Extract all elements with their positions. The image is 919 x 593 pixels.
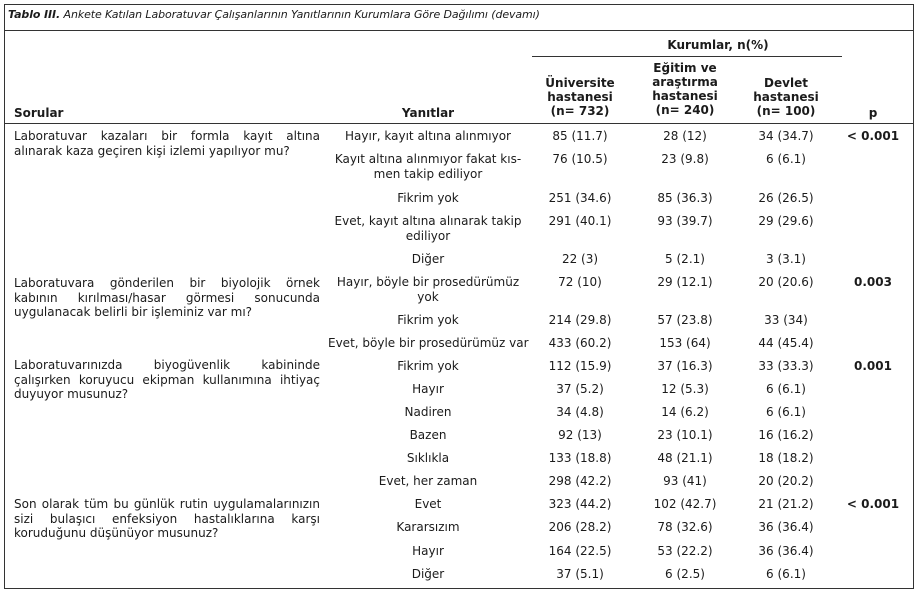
training-cell: 85 (36.3)	[657, 191, 713, 205]
answer-cell: Evet, kayıt altına alınarak takip ediliyor	[334, 214, 522, 243]
university-cell: 22 (3)	[561, 252, 599, 266]
university-cell: 214 (29.8)	[548, 313, 612, 327]
answer-cell: Hayır, kayıt altına alınmıyor	[345, 129, 511, 143]
training-cell: 12 (5.3)	[661, 382, 709, 396]
state-cell: 29 (29.6)	[758, 214, 814, 228]
state-cell: 6 (6.1)	[766, 382, 806, 396]
answer-cell: Evet	[414, 497, 442, 511]
header-rule	[4, 123, 914, 124]
state-cell: 36 (36.4)	[758, 544, 814, 558]
question-text: Laboratuvar kazaları bir formla kayıt altına alınarak kaza geçiren kişi izlemi yapılıyor mu?	[14, 129, 320, 158]
university-cell: 92 (13)	[558, 428, 602, 442]
header-group-label: Kurumlar, n(%)	[667, 38, 769, 52]
header-group-rule	[532, 56, 842, 57]
state-cell: 20 (20.6)	[758, 275, 814, 289]
training-cell: 29 (12.1)	[657, 275, 713, 289]
university-cell: 291 (40.1)	[548, 214, 612, 228]
answer-cell: Bazen	[409, 428, 447, 442]
header-p: p	[868, 106, 878, 120]
training-cell: 93 (41)	[663, 474, 707, 488]
p-value-cell: 0.001	[854, 359, 892, 373]
answer-cell: Hayır	[412, 382, 444, 396]
training-cell: 48 (21.1)	[657, 451, 713, 465]
state-cell: 33 (33.3)	[758, 359, 814, 373]
answer-cell: Diğer	[411, 252, 445, 266]
p-value-cell: < 0.001	[846, 129, 900, 143]
university-cell: 112 (15.9)	[548, 359, 612, 373]
university-cell: 251 (34.6)	[548, 191, 612, 205]
answer-cell: Nadiren	[404, 405, 452, 419]
university-cell: 85 (11.7)	[552, 129, 608, 143]
university-cell: 34 (4.8)	[556, 405, 604, 419]
training-cell: 102 (42.7)	[653, 497, 717, 511]
university-cell: 76 (10.5)	[552, 152, 608, 166]
state-cell: 34 (34.7)	[758, 129, 814, 143]
answer-cell: Sıklıkla	[406, 451, 450, 465]
state-cell: 3 (3.1)	[766, 252, 806, 266]
question-text: Son olarak tüm bu günlük rutin uygulamalarınızın sizi bulaşıcı enfeksiyon hastalıklarına karşı koruduğunu düşünüyor musunuz?	[14, 497, 320, 540]
training-cell: 5 (2.1)	[665, 252, 705, 266]
state-cell: 18 (18.2)	[758, 451, 814, 465]
university-cell: 164 (22.5)	[548, 544, 612, 558]
training-cell: 57 (23.8)	[657, 313, 713, 327]
caption-label: Tablo III.	[8, 8, 61, 21]
university-cell: 206 (28.2)	[548, 520, 612, 534]
university-cell: 298 (42.2)	[548, 474, 612, 488]
training-cell: 6 (2.5)	[665, 567, 705, 581]
header-questions: Sorular	[14, 106, 64, 120]
header-state: Devlet hastanesi (n= 100)	[753, 76, 819, 118]
training-cell: 78 (32.6)	[657, 520, 713, 534]
training-cell: 23 (9.8)	[661, 152, 709, 166]
answer-cell: Fikrim yok	[397, 191, 459, 205]
training-cell: 14 (6.2)	[661, 405, 709, 419]
header-answers: Yanıtlar	[401, 106, 455, 120]
university-cell: 37 (5.2)	[556, 382, 604, 396]
header-university: Üniversite hastanesi (n= 732)	[545, 76, 615, 118]
answer-cell: Evet, böyle bir prosedürümüz var	[328, 336, 529, 350]
p-value-cell: 0.003	[854, 275, 892, 289]
training-cell: 28 (12)	[663, 129, 707, 143]
training-cell: 23 (10.1)	[657, 428, 713, 442]
state-cell: 20 (20.2)	[758, 474, 814, 488]
answer-cell: Hayır	[412, 544, 444, 558]
p-value-cell: < 0.001	[846, 497, 900, 511]
question-text: Laboratuvara gönderilen bir biyolojik örnek kabının kırılması/hasar görmesi sonucunda uygulanacak belirli bir işleminiz var mı?	[14, 276, 320, 319]
training-cell: 53 (22.2)	[657, 544, 713, 558]
answer-cell: Diğer	[411, 567, 445, 581]
state-cell: 16 (16.2)	[758, 428, 814, 442]
university-cell: 433 (60.2)	[548, 336, 612, 350]
university-cell: 133 (18.8)	[548, 451, 612, 465]
table-caption	[8, 8, 540, 21]
state-cell: 36 (36.4)	[758, 520, 814, 534]
state-cell: 33 (34)	[764, 313, 808, 327]
caption-rule	[4, 30, 914, 31]
university-cell: 37 (5.1)	[556, 567, 604, 581]
answer-cell: Fikrim yok	[397, 359, 459, 373]
answer-cell: Kayıt altına alınmıyor fakat kıs- men takip ediliyor	[334, 152, 522, 181]
university-cell: 323 (44.2)	[548, 497, 612, 511]
state-cell: 6 (6.1)	[766, 152, 806, 166]
university-cell: 72 (10)	[558, 275, 602, 289]
answer-cell: Hayır, böyle bir prosedürümüz yok	[336, 275, 520, 304]
question-text: Laboratuvarınızda biyogüvenlik kabininde çalışırken koruyucu ekipman kullanımına ihtiyaç duyuyor musunuz?	[14, 358, 320, 401]
training-cell: 37 (16.3)	[657, 359, 713, 373]
state-cell: 26 (26.5)	[758, 191, 814, 205]
state-cell: 21 (21.2)	[758, 497, 814, 511]
answer-cell: Evet, her zaman	[378, 474, 478, 488]
header-training: Eğitim ve araştırma hastanesi (n= 240)	[652, 61, 718, 117]
caption-text: Ankete Katılan Laboratuvar Çalışanlarının Yanıtlarının Kurumlara Göre Dağılımı (devamı)	[60, 8, 540, 21]
state-cell: 44 (45.4)	[758, 336, 814, 350]
state-cell: 6 (6.1)	[766, 567, 806, 581]
answer-cell: Kararsızım	[396, 520, 460, 534]
training-cell: 153 (64)	[659, 336, 711, 350]
training-cell: 93 (39.7)	[657, 214, 713, 228]
answer-cell: Fikrim yok	[397, 313, 459, 327]
state-cell: 6 (6.1)	[766, 405, 806, 419]
